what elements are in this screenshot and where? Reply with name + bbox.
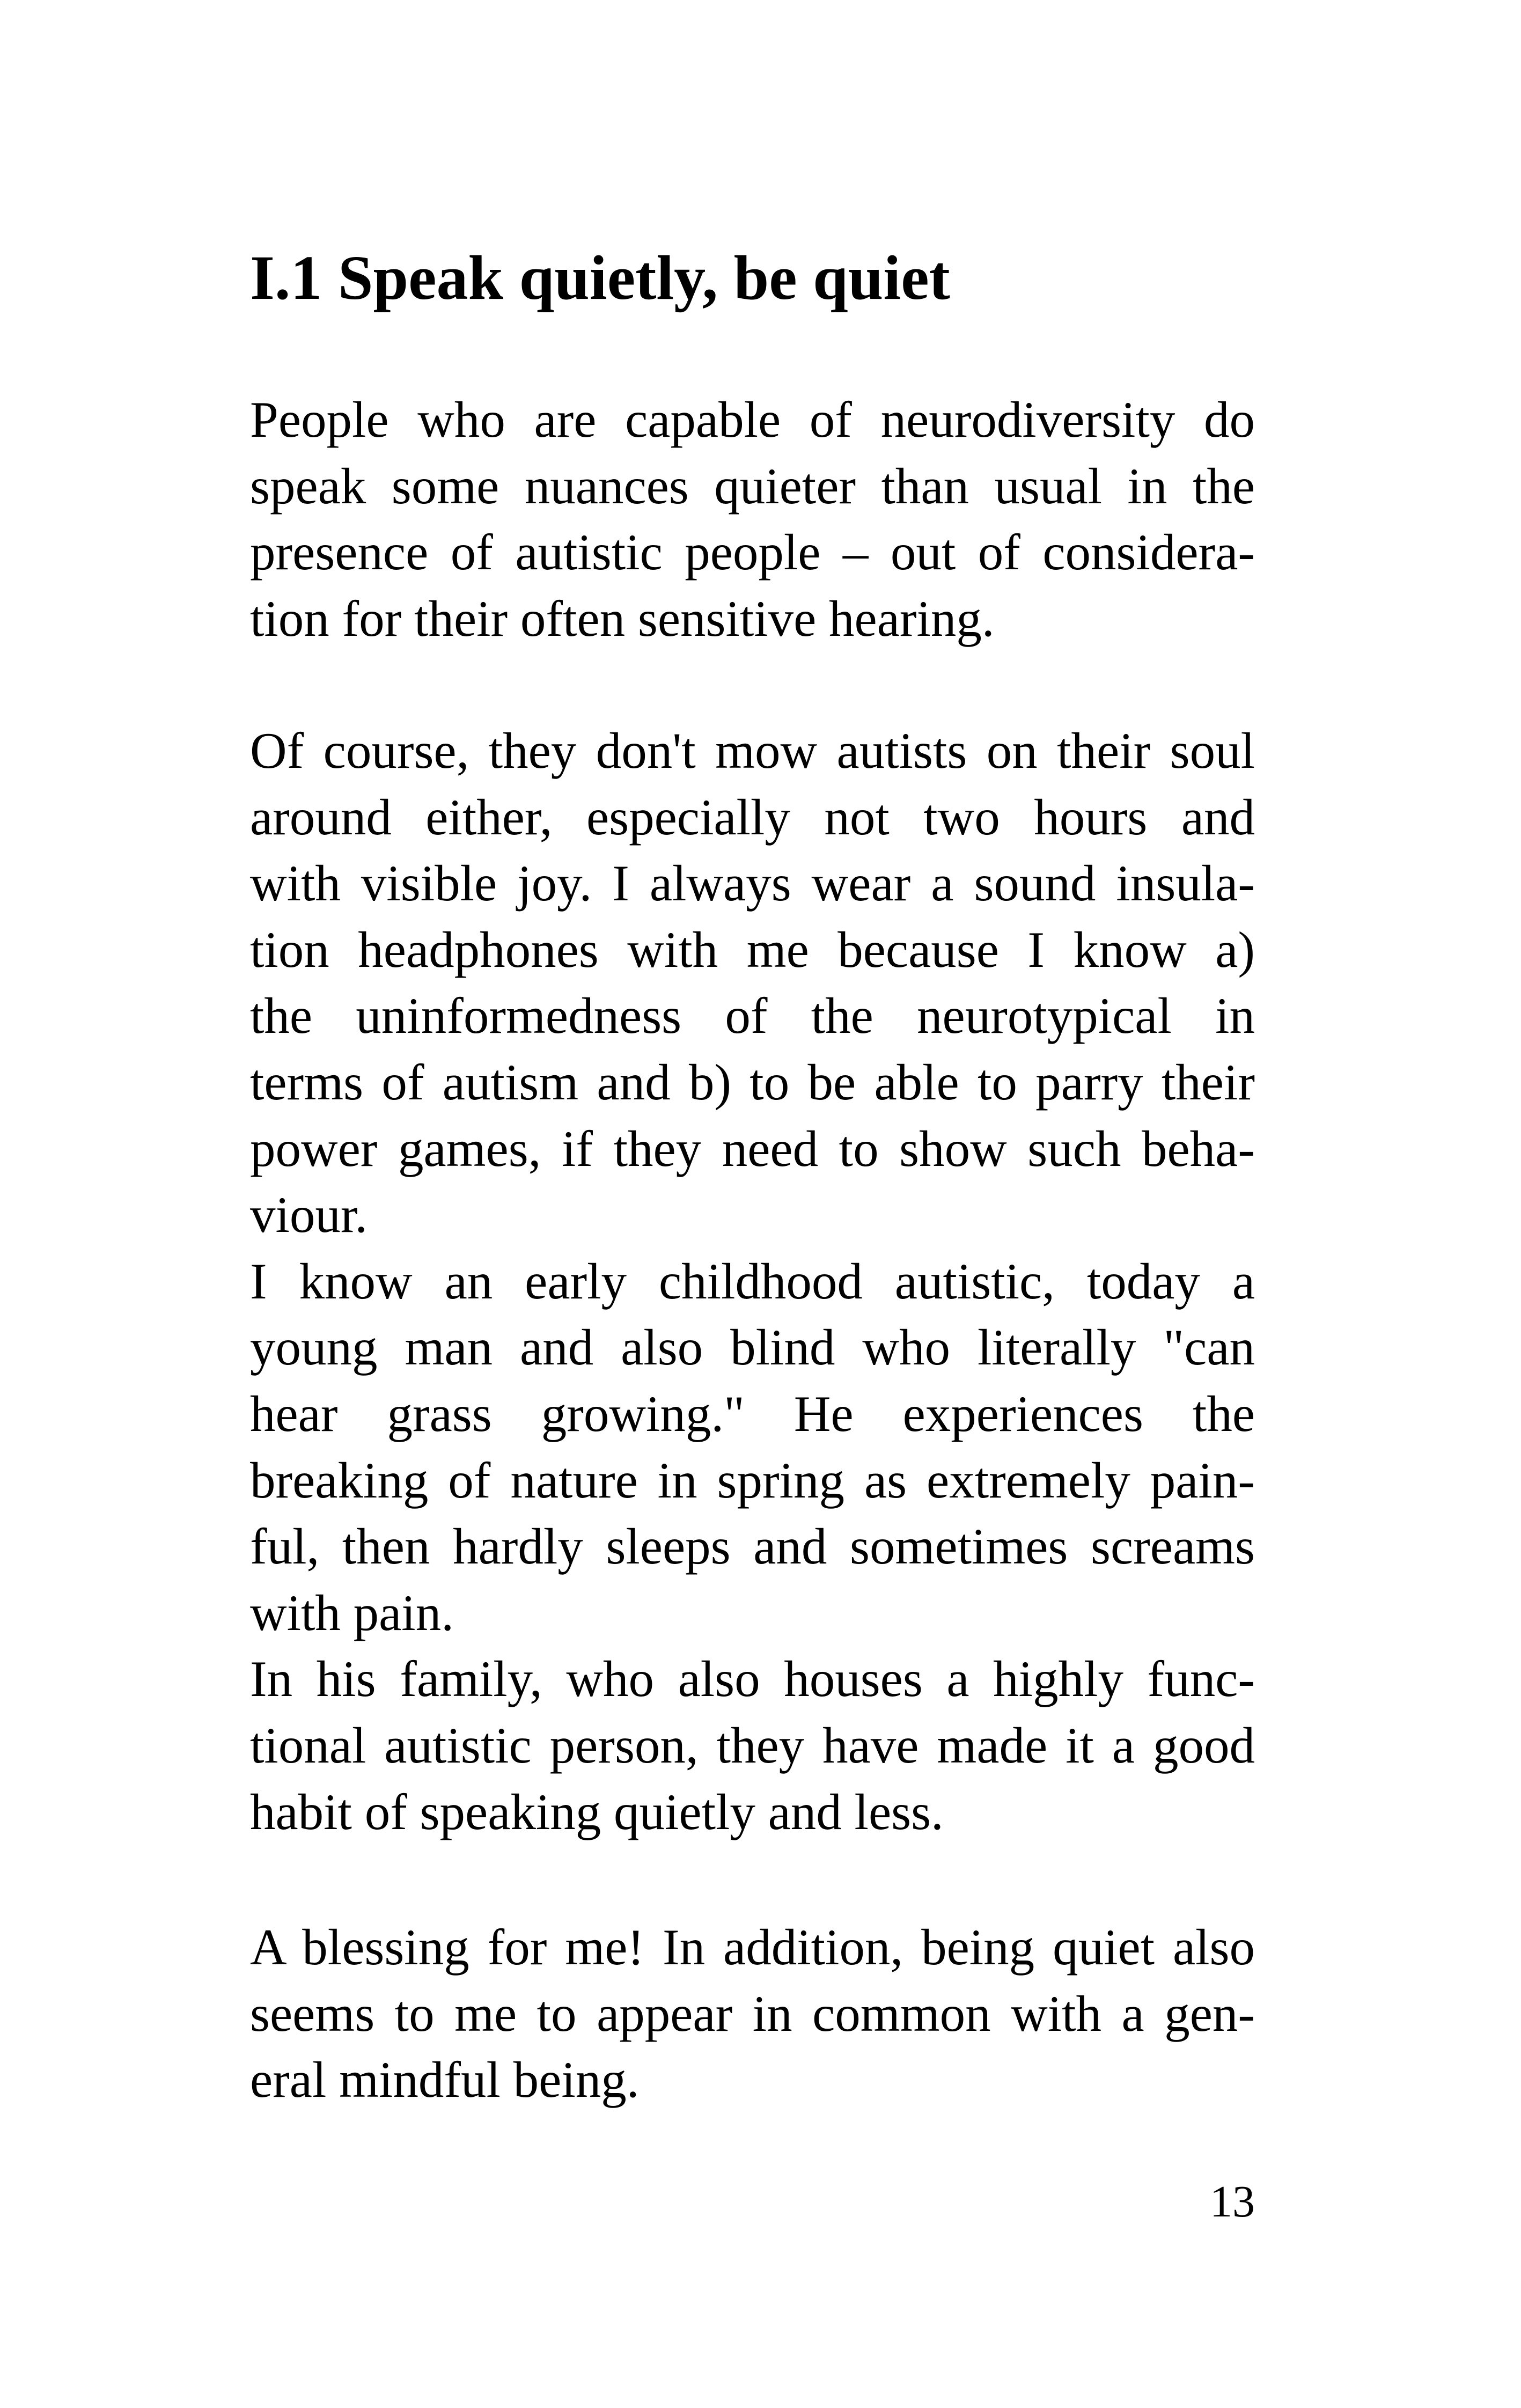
text-line: eral mindful being. <box>250 2051 640 2109</box>
text-line: tion for their often sensitive hearing. <box>250 590 995 647</box>
text-line: power games, if they need to show such beha- <box>250 1120 1255 1177</box>
paragraph-3 <box>250 1914 1255 2113</box>
text-line: speak some nuances quieter than usual in the <box>250 457 1255 515</box>
text-line: ful, then hardly sleeps and sometimes screams <box>250 1518 1255 1575</box>
text-line: seems to me to appear in common with a gen- <box>250 1985 1255 2042</box>
text-line: with pain. <box>250 1584 454 1641</box>
paragraph-2 <box>250 718 1255 1845</box>
text-line: the uninformedness of the neurotypical in <box>250 987 1255 1045</box>
text-line: breaking of nature in spring as extremely pain- <box>250 1451 1255 1509</box>
text-line: presence of autistic people – out of considera- <box>250 524 1255 581</box>
text-line: around either, especially not two hours and <box>250 788 1255 846</box>
text-line: tional autistic person, they have made it a good <box>250 1716 1255 1774</box>
section-heading: I.1 Speak quietly, be quiet <box>250 243 950 313</box>
text-line: People who are capable of neurodiversity do <box>250 391 1255 448</box>
text-line: A blessing for me! In addition, being quiet also <box>250 1919 1255 1976</box>
text-line: viour. <box>250 1186 368 1244</box>
text-line: I know an early childhood autistic, today a <box>250 1252 1255 1310</box>
text-line: hear grass growing." He experiences the <box>250 1385 1255 1442</box>
text-line: In his family, who also houses a highly func- <box>250 1650 1255 1708</box>
paragraph-1 <box>250 387 1255 652</box>
text-line: terms of autism and b) to be able to parry their <box>250 1053 1255 1111</box>
page-number: 13 <box>1210 2177 1255 2227</box>
text-line: Of course, they don't mow autists on their soul <box>250 722 1255 779</box>
text-line: with visible joy. I always wear a sound insula- <box>250 855 1255 912</box>
text-line: tion headphones with me because I know a) <box>250 921 1255 978</box>
text-line: young man and also blind who literally "can <box>250 1319 1255 1376</box>
text-line: habit of speaking quietly and less. <box>250 1783 944 1840</box>
